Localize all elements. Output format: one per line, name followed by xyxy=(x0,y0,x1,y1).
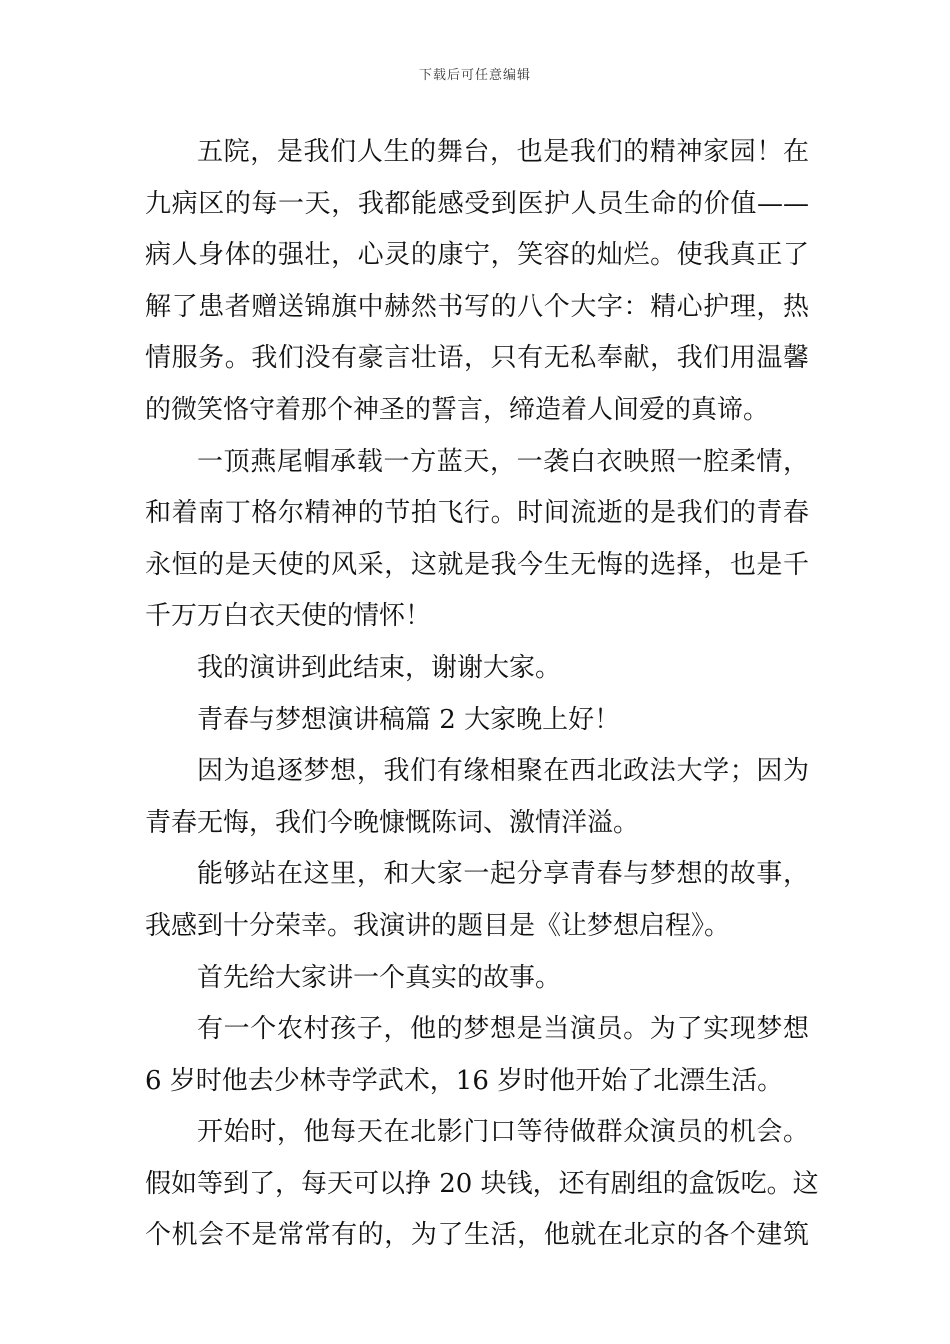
text-line: 个机会不是常常有的，为了生活，他就在北京的各个建筑 xyxy=(145,1220,809,1251)
text-line: 九病区的每一天，我都能感受到医护人员生命的价值—— xyxy=(145,188,809,219)
text-line: 首先给大家讲一个真实的故事。 xyxy=(197,962,562,993)
text-line: 解了患者赠送锦旗中赫然书写的八个大字：精心护理，热 xyxy=(145,291,809,322)
text-line: 一顶燕尾帽承载一方蓝天，一袭白衣映照一腔柔情， xyxy=(197,446,809,477)
text-line: 青春无悔，我们今晚慷慨陈词、激情洋溢。 xyxy=(145,807,640,838)
text-line: 假如等到了，每天可以挣 20 块钱，还有剧组的盒饭吃。这 xyxy=(145,1168,819,1199)
text-line: 病人身体的强壮，心灵的康宁，笑容的灿烂。使我真正了 xyxy=(145,240,809,271)
page-header-note: 下载后可任意编辑 xyxy=(418,68,531,83)
text-line: 我的演讲到此结束，谢谢大家。 xyxy=(197,652,562,683)
text-line: 能够站在这里，和大家一起分享青春与梦想的故事， xyxy=(197,859,809,890)
document-body xyxy=(145,127,819,1262)
text-line: 我感到十分荣幸。我演讲的题目是《让梦想启程》。 xyxy=(145,910,731,941)
text-line: 千万万白衣天使的情怀！ xyxy=(145,601,432,632)
text-line: 有一个农村孩子，他的梦想是当演员。为了实现梦想 xyxy=(197,1014,809,1045)
text-line: 和着南丁格尔精神的节拍飞行。时间流逝的是我们的青春 xyxy=(145,498,809,529)
text-line: 的微笑恪守着那个神圣的誓言，缔造着人间爱的真谛。 xyxy=(145,394,770,425)
text-line: 情服务。我们没有豪言壮语，只有无私奉献，我们用温馨 xyxy=(145,343,809,374)
text-line: 开始时，他每天在北影门口等待做群众演员的机会。 xyxy=(197,1117,809,1148)
text-line: 青春与梦想演讲稿篇 2 大家晚上好！ xyxy=(197,704,621,735)
text-line: 因为追逐梦想，我们有缘相聚在西北政法大学；因为 xyxy=(197,756,809,787)
text-line: 永恒的是天使的风采，这就是我今生无悔的选择，也是千 xyxy=(145,549,809,580)
text-line: 五院，是我们人生的舞台，也是我们的精神家园！在 xyxy=(197,137,809,167)
text-line: 6 岁时他去少林寺学武术，16 岁时他开始了北漂生活。 xyxy=(145,1065,784,1096)
